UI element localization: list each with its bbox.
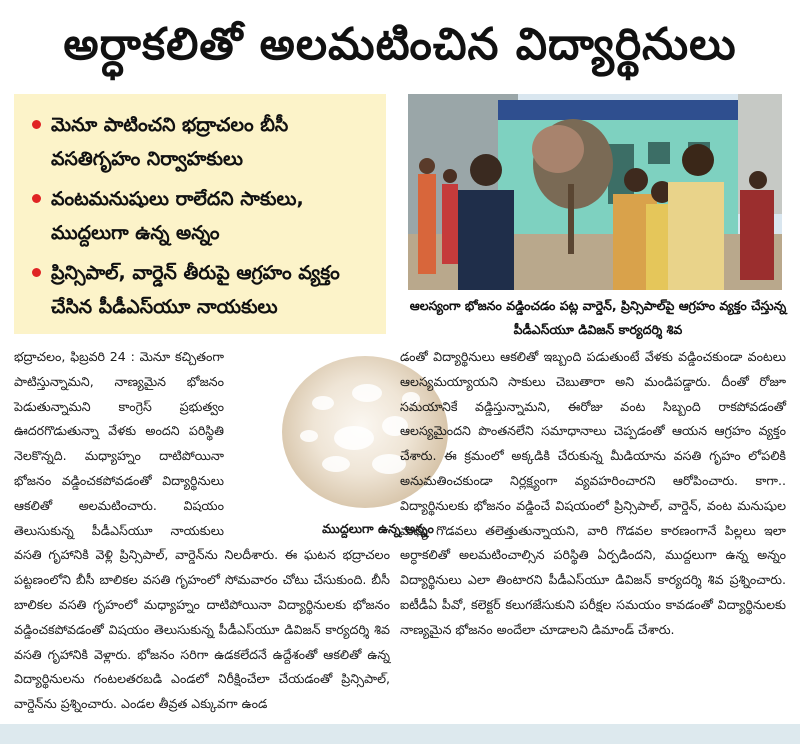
news-photo [408, 94, 782, 290]
highlight-item [28, 108, 376, 176]
highlight-text: ప్రిన్సిపాల్, వార్డెన్ తీరుపై ఆగ్రహం వ్యక్తం చేసిన పీడీఎస్‌యూ నాయకులు [51, 262, 340, 318]
bullet-dot-icon [32, 268, 41, 277]
article-column-2 [400, 345, 786, 643]
highlight-item [28, 256, 376, 324]
bullet-dot-icon [32, 194, 41, 203]
highlight-text: మెనూ పాటించని భద్రాచలం బీసీ వసతిగృహం నిర్వాహకులు [51, 114, 289, 170]
highlight-item [28, 182, 376, 250]
bullet-dot-icon [32, 120, 41, 129]
bottom-band [0, 724, 800, 744]
rice-caption: ముద్దలుగా ఉన్న అన్నం [306, 517, 450, 541]
highlights-box [14, 94, 386, 334]
headline: అర్ధాకలితో అలమటించిన విద్యార్థినులు [63, 19, 737, 70]
highlight-text: వంటమనుషులు రాలేదని సాకులు, ముద్దలుగా ఉన్న అన్నం [51, 188, 304, 244]
article-text-col2: డంతో విద్యార్థినులు ఆకలితో ఇబ్బంది పడుతుంటే వేళకు వడ్డించకుండా వంటలు ఆలస్యమయ్యాయని సాకులు చెబుతారా అని మండిపడ్డారు. దీంతో రోజూ సమయానికే వడ్డిస్తున్నామని, ఈరోజు వంట సిబ్బంది రాకపోవడంతో ఆలస్యమైందని పొంతనలేని సమాధానాలు చెప్పడంతో ఆయన ఆగ్రహం వ్యక్తం చేశారు. ఈ క్రమంలో అక్కడికి చేరుకున్న మీడియాను వసతి గృహం లోపలికి అనుమతించకుండా నిర్లక్ష్యంగా వ్యవహరించారని ఆరోపించారు. కాగా.. విద్యార్థినులకు భోజనం వడ్డించే విషయంలో ప్రిన్సిపాల్, వార్డెన్, వంట మనుషుల మధ్య గొడవలు తలెత్తుతున్నాయని, వారి గొడవల కారణంగానే పిల్లలు ఇలా అర్ధాకలితో అలమటించాల్సిన పరిస్థితి ఏర్పడిందని, ముద్దలుగా ఉన్న అన్నం విద్యార్థినులు ఎలా తింటారని పీడీఎస్‌యూ డివిజన్ కార్యదర్శి శివ ప్రశ్నించారు. ఐటీడీఏ పీవో, కలెక్టర్ కలుగజేసుకుని పరీక్షల సమయం కావడంతో విద్యార్థినులకు నాణ్యమైన భోజనం అందేలా చూడాలని డిమాండ్ చేశారు. [400, 349, 786, 637]
article-text-col1: భద్రాచలం, ఫిబ్రవరి 24 : మెనూ కచ్చితంగా పాటిస్తున్నామని, నాణ్యమైన భోజనం పెడుతున్నామని కాంగ్రెస్ ప్రభుత్వం ఊదరగొడుతున్నా వేళకు అందని పరిస్థితి నెలకొన్నది. మధ్యాహ్నం దాటిపోయినా భోజనం వడ్డించకపోవడంతో విద్యార్థినులు ఆకలితో అలమటించారు. విషయం తెలుసుకున్న పీడీఎస్‌యూ నాయకులు వసతి గృహానికి వెళ్లి ప్రిన్సిపాల్, వార్డెన్‌ను నిలదీశారు. ఈ ఘటన భద్రాచలం పట్టణంలోని బీసీ బాలికల వసతి గృహంలో సోమవారం చోటు చేసుకుంది. బీసీ బాలికల వసతి గృహంలో మధ్యాహ్నం దాటిపోయినా విద్యార్థినులకు భోజనం వడ్డించకపోవడంతో విషయం తెలుసుకున్న పీడీఎస్‌యూ డివిజన్ కార్యదర్శి శివ వసతి గృహానికి వెళ్లారు. భోజనం సరిగా ఉడకలేదనే ఉద్దేశంతో ఆకలితో ఉన్న విద్యార్థినులను గంటలతరబడి ఎండలో నిరీక్షించేలా చేయడంతో ప్రిన్సిపాల్, వార్డెన్‌ను ప్రశ్నించారు. ఎండల తీవ్రత ఎక్కువగా ఉండ [14, 349, 390, 712]
photo-caption: ఆలస్యంగా భోజనం వడ్డించడం పట్ల వార్డెన్, ప్రిన్సిపాల్‌పై ఆగ్రహం వ్యక్తం చేస్తున్న పీడీఎస్‌యూ డివిజన్ కార్యదర్శి శివ [409, 298, 787, 337]
